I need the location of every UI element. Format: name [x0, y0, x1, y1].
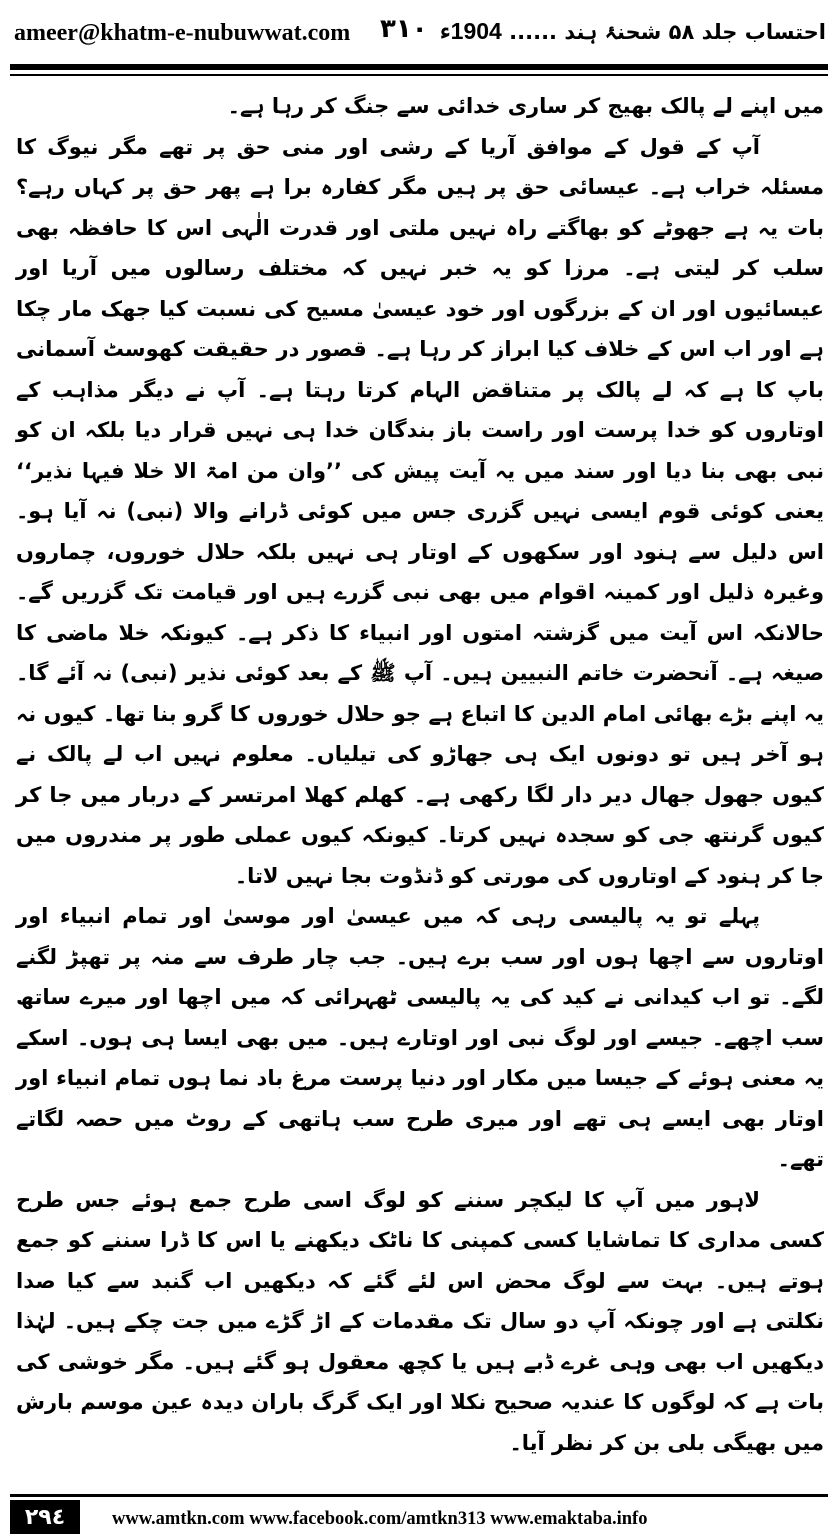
header-year: 1904ء	[439, 18, 502, 44]
footer-page-number: ٢٩٤	[10, 1500, 80, 1534]
paragraph-2: آپ کے قول کے موافق آریا کے رشی اور منی حق پر تھے مگر نیوگ کا مسئلہ خراب ہے۔ عیسائی حق پر ہیں مگر کفارہ برا ہے پھر حق پر کہاں رہے؟ بات یہ ہے جھوٹے کو بھاگتے راہ نہیں ملتی اور قدرت الٰہی اس کا حافظہ بھی سلب کر لیتی ہے۔ مرزا کو یہ خبر نہیں کہ مختلف رسالوں میں آریا اور عیسائیوں اور ان کے بزرگوں اور خود عیسیٰ مسیح کی نسبت کیا جھک مار چکا ہے اور اب اس کے خلاف کیا ابراز کر رہا ہے۔ قصور در حقیقت کھوسٹ آسمانی باپ کا ہے کہ لے پالک پر متناقض الہام کرتا رہتا ہے۔ آپ نے دیگر مذاہب کے اوتاروں کو خدا پرست اور راست باز بندگان خدا ہی نہیں قرار دیا بلکہ ان کو نبی بھی بنا دیا اور سند میں یہ آیت پیش کی ’’وان من امۃ الا خلا فیہا نذیر‘‘ یعنی کوئی قوم ایسی نہیں گزری جس میں کوئی ڈرانے والا (نبی) نہ آیا ہو۔ اس دلیل سے ہنود اور سکھوں کے اوتار ہی نہیں بلکہ حلال خوروں، چماروں وغیرہ ذلیل اور کمینہ اقوام میں بھی نبی گزرے ہیں اور قیامت تک گزریں گے۔ حالانکہ اس آیت میں گزشتہ امتوں اور انبیاء کا ذکر ہے۔ کیونکہ خلا ماضی کا صیغہ ہے۔ آنحضرت خاتم النبیین ہیں۔ آپ ﷺ کے بعد کوئی نذیر (نبی) نہ آئے گا۔ یہ اپنے بڑے بھائی امام الدین کا اتباع ہے جو حلال خوروں کا گرو بنا تھا۔ کیوں نہ ہو آخر ہیں تو دونوں ایک ہی جھاڑو کی تیلیاں۔ معلوم نہیں اب لے پالک نے کیوں جھول جھال دیر دار لگا رکھی ہے۔ کھلم کھلا امرتسر کے دربار میں جا کر کیوں گرنتھ جی کو سجدہ نہیں کرتا۔ کیونکہ کیوں عملی طور پر مندروں میں جا کر ہنود کے اوتاروں کی مورتی کو ڈنڈوت بجا نہیں لاتا۔	[16, 134, 825, 888]
paragraph-3: پہلے تو یہ پالیسی رہی کہ میں عیسیٰ اور موسیٰ اور تمام انبیاء اور اوتاروں سے اچھا ہوں اور سب برے ہیں۔ جب چار طرف سے منہ پر تھپڑ لگنے لگے۔ تو اب کیدانی نے کید کی یہ پالیسی ٹھہرائی کہ میں اچھا اور میرے ساتھ سب اچھے۔ جیسے اور لوگ نبی اور اوتارے ہیں۔ میں بھی ایسا ہی ہوں۔ اسکے یہ معنی ہوئے کے جیسا میں مکار اور دنیا پرست مرغ باد نما ہوں تمام انبیاء اور اوتار بھی ایسے ہی تھے اور میری طرح سب ہاتھی کے روٹ میں حصہ لگاتے تھے۔	[16, 904, 824, 1171]
page-header	[0, 0, 840, 62]
header-title	[440, 18, 826, 45]
page-footer	[0, 1497, 840, 1540]
header-title-text: احتساب جلد ۵۸ شحنۂ ہند ......	[509, 20, 826, 44]
header-rule-thick	[10, 64, 828, 70]
header-email[interactable]: ameer@khatm-e-nubuwwat.com	[14, 20, 351, 46]
header-rule-thin	[10, 74, 828, 76]
footer-links[interactable]: www.amtkn.com www.facebook.com/amtkn313 www.emaktaba.info	[112, 1509, 648, 1529]
paragraph-1: میں اپنے لے پالک بھیج کر ساری خدائی سے جنگ کر رہا ہے۔	[227, 94, 824, 118]
page-body	[16, 86, 824, 1463]
paragraph-4: لاہور میں آپ کا لیکچر سننے کو لوگ اسی طرح جمع ہوئے جس طرح کسی مداری کا تماشایا کسی کمپنی کا ناٹک دیکھنے یا اس کا ڈرا سننے کو جمع ہوتے ہیں۔ بہت سے لوگ محض اس لئے گئے کہ دیکھیں اب گنبد سے کیا صدا نکلتی ہے اور چونکہ آپ دو سال تک مقدمات کے اڑ گڑے میں جت چکے ہیں۔ لہٰذا دیکھیں اب بھی وہی غرے ڈبے ہیں یا کچھ معقول ہو گئے ہیں۔ مگر خوشی کی بات ہے کہ لوگوں کا عندیہ صحیح نکلا اور ایک گرگ باران دیدہ عین موسم بارش میں بھیگی بلی بن کر نظر آیا۔	[16, 1187, 824, 1455]
header-page-number: ٣١٠	[380, 14, 428, 44]
